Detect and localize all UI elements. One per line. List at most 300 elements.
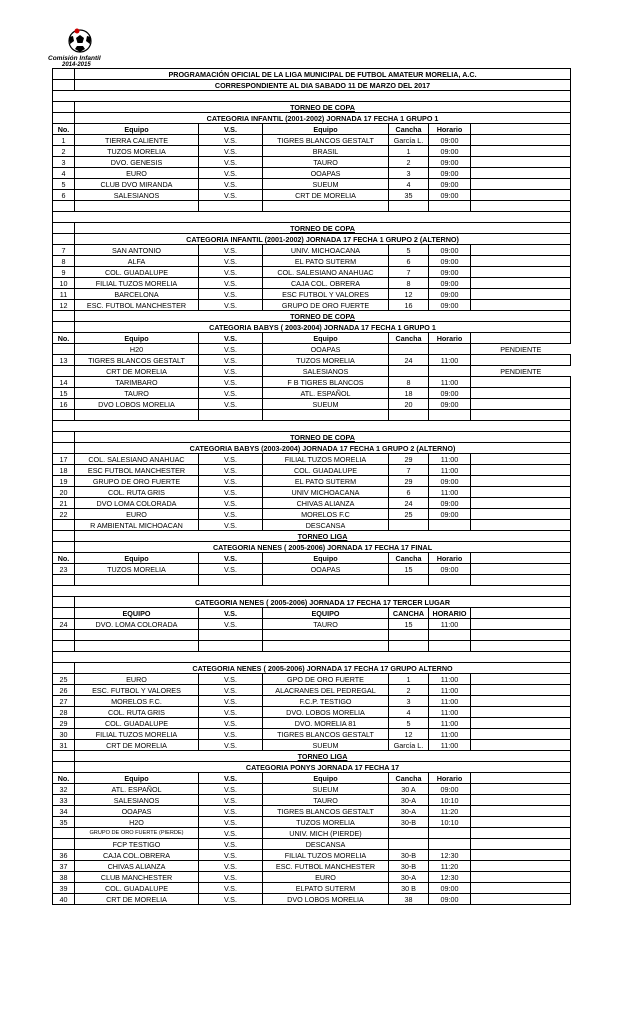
time-cell: 11:00 <box>429 718 471 729</box>
away-team-cell: TAURO <box>263 795 389 806</box>
empty-cell <box>75 630 199 641</box>
spacer-row <box>53 421 571 432</box>
note-cell <box>471 256 571 267</box>
match-number-cell: 38 <box>53 872 75 883</box>
column-header-row <box>53 773 571 784</box>
time-cell: 09:00 <box>429 784 471 795</box>
match-row <box>53 839 571 850</box>
field-cell: 30 A <box>389 784 429 795</box>
vs-label-cell: V.S. <box>199 289 263 300</box>
empty-cell <box>429 201 471 212</box>
category-heading: CATEGORIA BABYS (2003-2004) JORNADA 17 FECHA 1 GRUPO 2 (ALTERNO) <box>75 443 571 454</box>
note-cell <box>471 509 571 520</box>
time-cell: 09:00 <box>429 509 471 520</box>
section-title-gap <box>53 762 75 773</box>
empty-row <box>53 630 571 641</box>
spacer-cell <box>53 212 571 223</box>
away-team-cell: FILIAL TUZOS MORELIA <box>263 850 389 861</box>
note-cell <box>471 795 571 806</box>
note-cell <box>471 245 571 256</box>
section-title-row <box>53 102 571 113</box>
spacer-row <box>53 652 571 663</box>
time-cell: 11:00 <box>429 685 471 696</box>
section-title-gap <box>53 311 75 322</box>
time-cell: 11:00 <box>429 619 471 630</box>
match-row <box>53 278 571 289</box>
comision-infantil-logo <box>48 24 118 72</box>
time-cell: 09:00 <box>429 498 471 509</box>
home-team-cell: BARCELONA <box>75 289 199 300</box>
field-cell: 3 <box>389 696 429 707</box>
section-title-row <box>53 443 571 454</box>
field-cell: 35 <box>389 190 429 201</box>
match-number-cell: 19 <box>53 476 75 487</box>
time-cell: 12:30 <box>429 850 471 861</box>
note-cell <box>471 377 571 388</box>
vs-label-cell: V.S. <box>199 883 263 894</box>
time-cell: 10:10 <box>429 817 471 828</box>
empty-cell <box>263 630 389 641</box>
match-row <box>53 498 571 509</box>
vs-label-cell: V.S. <box>199 795 263 806</box>
time-cell: 10:10 <box>429 795 471 806</box>
match-number-cell <box>53 520 75 531</box>
note-cell <box>471 894 571 905</box>
home-team-cell: COL. GUADALUPE <box>75 267 199 278</box>
match-number-cell: 7 <box>53 245 75 256</box>
away-team-cell: OOAPAS <box>263 564 389 575</box>
header-match-number-cell: No. <box>53 773 75 784</box>
empty-cell <box>263 201 389 212</box>
away-team-cell: COL. GUADALUPE <box>263 465 389 476</box>
match-number-cell: 35 <box>53 817 75 828</box>
home-team-cell: R AMBIENTAL MICHOACAN <box>75 520 199 531</box>
header-note-cell <box>471 773 571 784</box>
note-cell <box>471 850 571 861</box>
field-cell: 20 <box>389 399 429 410</box>
home-team-cell: TIERRA CALIENTE <box>75 135 199 146</box>
column-header-row <box>53 333 571 344</box>
match-row <box>53 355 571 366</box>
vs-label-cell: V.S. <box>199 707 263 718</box>
vs-label-cell: V.S. <box>199 300 263 311</box>
empty-cell <box>53 630 75 641</box>
field-cell: 12 <box>389 729 429 740</box>
category-heading: CATEGORIA INFANTIL (2001-2002) JORNADA 17 FECHA 1 GRUPO 1 <box>75 113 571 124</box>
note-cell <box>471 784 571 795</box>
match-number-cell: 33 <box>53 795 75 806</box>
match-row <box>53 300 571 311</box>
vs-label-cell: V.S. <box>199 685 263 696</box>
soccer-ball-mascot-icon <box>64 28 96 54</box>
empty-cell <box>263 575 389 586</box>
field-cell: 18 <box>389 388 429 399</box>
time-cell: 09:00 <box>429 388 471 399</box>
empty-row <box>53 410 571 421</box>
header-match-number-cell <box>53 608 75 619</box>
match-row <box>53 388 571 399</box>
away-team-cell: ELPATO SUTERM <box>263 883 389 894</box>
away-team-cell: TIGRES BLANCOS GESTALT <box>263 729 389 740</box>
field-cell: 3 <box>389 168 429 179</box>
note-cell <box>471 872 571 883</box>
match-row <box>53 476 571 487</box>
header-match-number-cell: No. <box>53 333 75 344</box>
match-number-cell: 32 <box>53 784 75 795</box>
home-team-cell: TUZOS MORELIA <box>75 146 199 157</box>
home-team-cell: SALESIANOS <box>75 795 199 806</box>
time-cell: 09:00 <box>429 146 471 157</box>
away-team-cell: EURO <box>263 872 389 883</box>
match-number-cell: 28 <box>53 707 75 718</box>
section-title-row <box>53 113 571 124</box>
match-row <box>53 487 571 498</box>
home-team-cell: ATL. ESPAÑOL <box>75 784 199 795</box>
note-cell <box>471 817 571 828</box>
note-cell <box>471 520 571 531</box>
field-cell: 30 B <box>389 883 429 894</box>
vs-label-cell: V.S. <box>199 894 263 905</box>
match-number-cell: 31 <box>53 740 75 751</box>
vs-label-cell: V.S. <box>199 168 263 179</box>
note-cell <box>471 487 571 498</box>
header-home-team-cell: Equipo <box>75 124 199 135</box>
vs-label-cell: V.S. <box>199 839 263 850</box>
time-cell: 09:00 <box>429 883 471 894</box>
home-team-cell: EURO <box>75 168 199 179</box>
match-number-cell: 2 <box>53 146 75 157</box>
time-cell: 12:30 <box>429 872 471 883</box>
field-cell: 29 <box>389 476 429 487</box>
home-team-cell: CAJA COL.OBRERA <box>75 850 199 861</box>
vs-label-cell: V.S. <box>199 619 263 630</box>
home-team-cell: ESC. FUTBOL MANCHESTER <box>75 300 199 311</box>
away-team-cell: TUZOS MORELIA <box>263 817 389 828</box>
tournament-heading: TORNEO DE COPA <box>75 311 571 322</box>
away-team-cell: F.C.P. TESTIGO <box>263 696 389 707</box>
away-team-cell: COL. SALESIANO ANAHUAC <box>263 267 389 278</box>
match-row <box>53 289 571 300</box>
field-cell <box>389 344 429 355</box>
match-number-cell: 25 <box>53 674 75 685</box>
field-cell: 7 <box>389 267 429 278</box>
header-vs-label-cell: V.S. <box>199 773 263 784</box>
away-team-cell: UNIV. MICHOACANA <box>263 245 389 256</box>
home-team-cell: FILIAL TUZOS MORELIA <box>75 278 199 289</box>
home-team-cell: CLUB DVO MIRANDA <box>75 179 199 190</box>
note-cell <box>471 388 571 399</box>
match-row <box>53 817 571 828</box>
note-cell <box>471 278 571 289</box>
match-row <box>53 883 571 894</box>
section-title-gap <box>53 531 75 542</box>
tournament-heading: TORNEO LIGA <box>75 751 571 762</box>
home-team-cell: TIGRES BLANCOS GESTALT <box>75 355 199 366</box>
away-team-cell: GRUPO DE ORO FUERTE <box>263 300 389 311</box>
empty-cell <box>389 201 429 212</box>
field-cell <box>389 828 429 839</box>
match-number-cell: 24 <box>53 619 75 630</box>
match-row <box>53 179 571 190</box>
vs-label-cell: V.S. <box>199 850 263 861</box>
section-title-row <box>53 322 571 333</box>
home-team-cell: DVO LOBOS MORELIA <box>75 399 199 410</box>
note-cell <box>471 179 571 190</box>
field-cell: García L. <box>389 135 429 146</box>
header-note-cell <box>471 333 571 344</box>
home-team-cell: EURO <box>75 509 199 520</box>
match-row <box>53 267 571 278</box>
field-cell: 30-B <box>389 850 429 861</box>
empty-cell <box>471 641 571 652</box>
match-row <box>53 399 571 410</box>
header-away-team-cell: Equipo <box>263 124 389 135</box>
note-cell <box>471 806 571 817</box>
vs-label-cell: V.S. <box>199 520 263 531</box>
empty-row <box>53 201 571 212</box>
empty-cell <box>53 575 75 586</box>
field-cell: 6 <box>389 487 429 498</box>
note-cell <box>471 190 571 201</box>
header-home-team-cell: EQUIPO <box>75 608 199 619</box>
note-cell <box>471 135 571 146</box>
away-team-cell: TAURO <box>263 157 389 168</box>
match-row <box>53 190 571 201</box>
time-cell: 11:00 <box>429 729 471 740</box>
note-cell <box>471 476 571 487</box>
match-row <box>53 718 571 729</box>
empty-cell <box>53 201 75 212</box>
empty-cell <box>75 201 199 212</box>
home-team-cell: FILIAL TUZOS MORELIA <box>75 729 199 740</box>
home-team-cell: DVO LOMA COLORADA <box>75 498 199 509</box>
field-cell: 1 <box>389 674 429 685</box>
title-row <box>53 69 571 80</box>
note-cell <box>471 839 571 850</box>
time-cell: 09:00 <box>429 564 471 575</box>
header-home-team-cell: Equipo <box>75 553 199 564</box>
match-number-cell: 20 <box>53 487 75 498</box>
away-team-cell: TIGRES BLANCOS GESTALT <box>263 135 389 146</box>
note-cell <box>471 740 571 751</box>
time-cell: 09:00 <box>429 135 471 146</box>
home-team-cell: ESC. FUTBOL Y VALORES <box>75 685 199 696</box>
vs-label-cell: V.S. <box>199 718 263 729</box>
vs-label-cell: V.S. <box>199 696 263 707</box>
field-cell: 4 <box>389 707 429 718</box>
column-header-row <box>53 124 571 135</box>
header-time-cell: Horario <box>429 553 471 564</box>
header-vs-label-cell: V.S. <box>199 553 263 564</box>
vs-label-cell: V.S. <box>199 256 263 267</box>
home-team-cell: COL. GUADALUPE <box>75 883 199 894</box>
away-team-cell: MORELOS F.C <box>263 509 389 520</box>
time-cell: 11:00 <box>429 740 471 751</box>
home-team-cell: SAN ANTONIO <box>75 245 199 256</box>
note-cell <box>471 729 571 740</box>
vs-label-cell: V.S. <box>199 729 263 740</box>
match-row <box>53 465 571 476</box>
match-number-cell: 23 <box>53 564 75 575</box>
field-cell: 38 <box>389 894 429 905</box>
spacer-cell <box>53 586 571 597</box>
empty-cell <box>429 410 471 421</box>
category-heading: CATEGORIA NENES ( 2005-2006) JORNADA 17 FECHA 17 GRUPO ALTERNO <box>75 663 571 674</box>
section-title-gap <box>53 322 75 333</box>
time-cell: 09:00 <box>429 894 471 905</box>
spacer-cell <box>53 91 571 102</box>
time-cell: 11:20 <box>429 806 471 817</box>
header-time-cell: Horario <box>429 773 471 784</box>
document-date: CORRESPONDIENTE AL DIA SABADO 11 DE MARZO DEL 2017 <box>75 80 571 91</box>
home-team-cell: GRUPO DE ORO FUERTE <box>75 476 199 487</box>
section-title-gap <box>53 234 75 245</box>
header-time-cell: HORARIO <box>429 608 471 619</box>
match-number-cell: 21 <box>53 498 75 509</box>
time-cell <box>429 366 471 377</box>
home-team-cell: COL. SALESIANO ANAHUAC <box>75 454 199 465</box>
section-title-row <box>53 531 571 542</box>
empty-cell <box>199 641 263 652</box>
header-field-cell: Cancha <box>389 553 429 564</box>
away-team-cell: SALESIANOS <box>263 366 389 377</box>
field-cell: 24 <box>389 355 429 366</box>
time-cell: 09:00 <box>429 179 471 190</box>
match-number-cell <box>53 839 75 850</box>
header-vs-label-cell: V.S. <box>199 333 263 344</box>
match-number-cell: 22 <box>53 509 75 520</box>
match-row <box>53 619 571 630</box>
match-number-cell: 11 <box>53 289 75 300</box>
spacer-row <box>53 586 571 597</box>
vs-label-cell: V.S. <box>199 564 263 575</box>
away-team-cell: FILIAL TUZOS MORELIA <box>263 454 389 465</box>
section-title-gap <box>53 542 75 553</box>
field-cell: 4 <box>389 179 429 190</box>
home-team-cell: MORELOS F.C. <box>75 696 199 707</box>
header-note-cell <box>471 124 571 135</box>
time-cell: 09:00 <box>429 168 471 179</box>
away-team-cell: SUEUM <box>263 784 389 795</box>
home-team-cell: DVO. GENESIS <box>75 157 199 168</box>
field-cell: 15 <box>389 619 429 630</box>
spacer-row <box>53 212 571 223</box>
vs-label-cell: V.S. <box>199 784 263 795</box>
empty-cell <box>53 641 75 652</box>
time-cell: 09:00 <box>429 190 471 201</box>
time-cell: 09:00 <box>429 278 471 289</box>
time-cell <box>429 520 471 531</box>
home-team-cell: CRT DE MORELIA <box>75 894 199 905</box>
empty-cell <box>199 630 263 641</box>
empty-cell <box>389 410 429 421</box>
time-cell: 11:00 <box>429 487 471 498</box>
time-cell: 09:00 <box>429 267 471 278</box>
home-team-cell: EURO <box>75 674 199 685</box>
field-cell <box>389 839 429 850</box>
away-team-cell: CAJA COL. OBRERA <box>263 278 389 289</box>
match-number-cell: 5 <box>53 179 75 190</box>
match-number-cell: 37 <box>53 861 75 872</box>
category-heading: CATEGORIA NENES ( 2005-2006) JORNADA 17 FECHA 17 TERCER LUGAR <box>75 597 571 608</box>
spacer-cell <box>53 652 571 663</box>
match-number-cell: 34 <box>53 806 75 817</box>
field-cell: 8 <box>389 278 429 289</box>
header-field-cell: Cancha <box>389 333 429 344</box>
section-title-gap <box>53 113 75 124</box>
vs-label-cell: V.S. <box>199 454 263 465</box>
match-number-cell: 40 <box>53 894 75 905</box>
field-cell: 5 <box>389 245 429 256</box>
match-row <box>53 740 571 751</box>
vs-label-cell: V.S. <box>199 498 263 509</box>
match-number-cell: 8 <box>53 256 75 267</box>
away-team-cell: F B TIGRES BLANCOS <box>263 377 389 388</box>
home-team-cell: OOAPAS <box>75 806 199 817</box>
section-title-row <box>53 223 571 234</box>
home-team-cell: CHIVAS ALIANZA <box>75 861 199 872</box>
note-cell <box>471 157 571 168</box>
note-cell <box>471 300 571 311</box>
vs-label-cell: V.S. <box>199 278 263 289</box>
vs-label-cell: V.S. <box>199 861 263 872</box>
away-team-cell: TUZOS MORELIA <box>263 355 389 366</box>
header-away-team-cell: Equipo <box>263 553 389 564</box>
vs-label-cell: V.S. <box>199 245 263 256</box>
home-team-cell: COL. RUTA GRIS <box>75 707 199 718</box>
away-team-cell: DVO. LOBOS MORELIA <box>263 707 389 718</box>
field-cell: 16 <box>389 300 429 311</box>
away-team-cell: BRASIL <box>263 146 389 157</box>
empty-cell <box>429 630 471 641</box>
match-row <box>53 674 571 685</box>
away-team-cell: EL PATO SUTERM <box>263 256 389 267</box>
match-row <box>53 135 571 146</box>
home-team-cell: CLUB MANCHESTER <box>75 872 199 883</box>
note-cell: PENDIENTE <box>500 366 542 376</box>
note-cell <box>471 454 571 465</box>
empty-cell <box>429 641 471 652</box>
vs-label-cell: V.S. <box>199 476 263 487</box>
time-cell: 09:00 <box>429 399 471 410</box>
note-cell <box>471 168 571 179</box>
tournament-heading: TORNEO LIGA <box>75 531 571 542</box>
vs-label-cell: V.S. <box>199 487 263 498</box>
field-cell: 2 <box>389 157 429 168</box>
note-cell <box>471 564 571 575</box>
field-cell: 30-B <box>389 861 429 872</box>
vs-label-cell: V.S. <box>199 179 263 190</box>
subtitle-row <box>53 80 571 91</box>
section-title-gap <box>53 663 75 674</box>
match-number-cell: 16 <box>53 399 75 410</box>
away-team-cell: DESCANSA <box>263 520 389 531</box>
home-team-cell: CRT DE MORELIA <box>75 366 199 377</box>
vs-label-cell: V.S. <box>199 509 263 520</box>
match-number-cell: 3 <box>53 157 75 168</box>
match-number-cell: 26 <box>53 685 75 696</box>
empty-cell <box>263 410 389 421</box>
vs-label-cell: V.S. <box>199 135 263 146</box>
match-number-cell: 13 <box>53 355 75 366</box>
vs-label-cell: V.S. <box>199 399 263 410</box>
field-cell <box>389 520 429 531</box>
vs-label-cell: V.S. <box>199 828 263 839</box>
tournament-heading: TORNEO DE COPA <box>75 432 571 443</box>
match-row <box>53 344 571 355</box>
category-heading: CATEGORIA INFANTIL (2001-2002) JORNADA 17 FECHA 1 GRUPO 2 (ALTERNO) <box>75 234 571 245</box>
match-row <box>53 828 571 839</box>
